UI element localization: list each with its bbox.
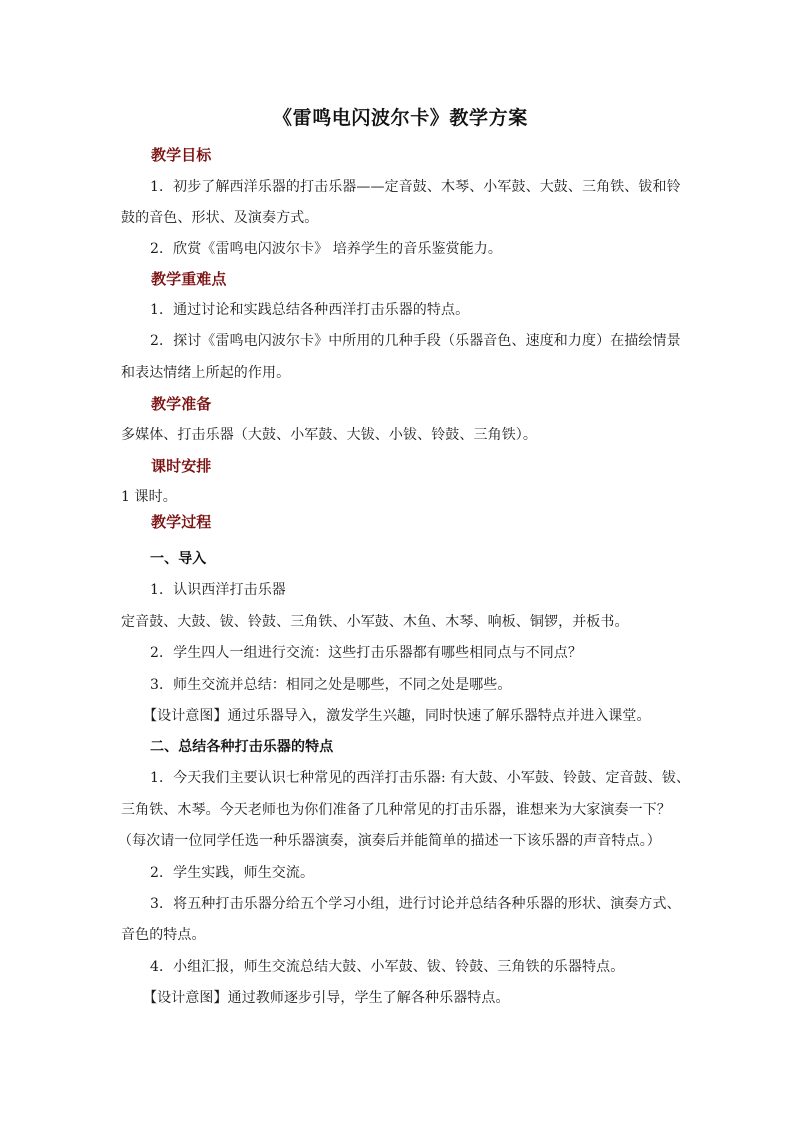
paragraph: 1 课时。 (121, 489, 177, 505)
paragraph: 定音鼓、大鼓、钹、铃鼓、三角铁、小军鼓、木鱼、木琴、响板、铜锣，并板书。 (121, 614, 629, 630)
paragraph: 三角铁、木琴。今天老师也为你们准备了几种常见的打击乐器，谁想来为大家演奏一下？ (121, 802, 671, 818)
section-heading-process: 教学过程 (151, 513, 212, 531)
section-heading-preparation: 教学准备 (151, 395, 212, 413)
document-title: 《雷鸣电闪波尔卡》教学方案 (273, 107, 528, 129)
paragraph: 2．欣赏《雷鸣电闪波尔卡》 培养学生的音乐鉴赏能力。 (150, 241, 502, 257)
section-heading-goals: 教学目标 (151, 146, 212, 164)
paragraph: 1．认识西洋打击乐器 (150, 582, 286, 598)
paragraph: 多媒体、打击乐器（大鼓、小军鼓、大钹、小钹、铃鼓、三角铁）。 (121, 427, 537, 443)
design-intent-note: 【设计意图】通过教师逐步引导，学生了解各种乐器特点。 (143, 990, 510, 1006)
paragraph: 2．探讨《雷鸣电闪波尔卡》中所用的几种手段（乐器音色、速度和力度）在描绘情景 (150, 333, 681, 349)
paragraph: 1．初步了解西洋乐器的打击乐器——定音鼓、木琴、小军鼓、大鼓、三角铁、钹和铃 (150, 179, 681, 195)
paragraph: 和表达情绪上所起的作用。 (121, 365, 291, 381)
section-heading-schedule: 课时安排 (151, 457, 212, 475)
paragraph: 4．小组汇报，师生交流总结大鼓、小军鼓、钹、铃鼓、三角铁的乐器特点。 (150, 959, 625, 975)
paragraph: 鼓的音色、形状、及演奏方式。 (121, 210, 319, 226)
paragraph: 1．今天我们主要认识七种常见的西洋打击乐器: 有大鼓、小军鼓、铃鼓、定音鼓、钹、 (150, 770, 691, 786)
paragraph: 2．学生四人一组进行交流：这些打击乐器都有哪些相同点与不同点？ (150, 645, 583, 661)
paragraph: （每次请一位同学任选一种乐器演奏，演奏后并能简单的描述一下该乐器的声音特点。） (118, 833, 661, 849)
paragraph: 音色的特点。 (121, 927, 206, 943)
paragraph: 3．将五种打击乐器分给五个学习小组，进行讨论并总结各种乐器的形状、演奏方式、 (150, 896, 681, 912)
design-intent-note: 【设计意图】通过乐器导入，激发学生兴趣，同时快速了解乐器特点并进入课堂。 (143, 708, 651, 724)
paragraph: 2．学生实践，师生交流。 (150, 865, 315, 881)
section-heading-key-points: 教学重难点 (151, 270, 227, 288)
subsection-heading-summary: 二、总结各种打击乐器的特点 (150, 739, 334, 755)
subsection-heading-intro: 一、导入 (150, 551, 207, 567)
paragraph: 3．师生交流并总结：相同之处是哪些，不同之处是哪些。 (150, 677, 512, 693)
paragraph: 1．通过讨论和实践总结各种西洋打击乐器的特点。 (150, 302, 470, 318)
